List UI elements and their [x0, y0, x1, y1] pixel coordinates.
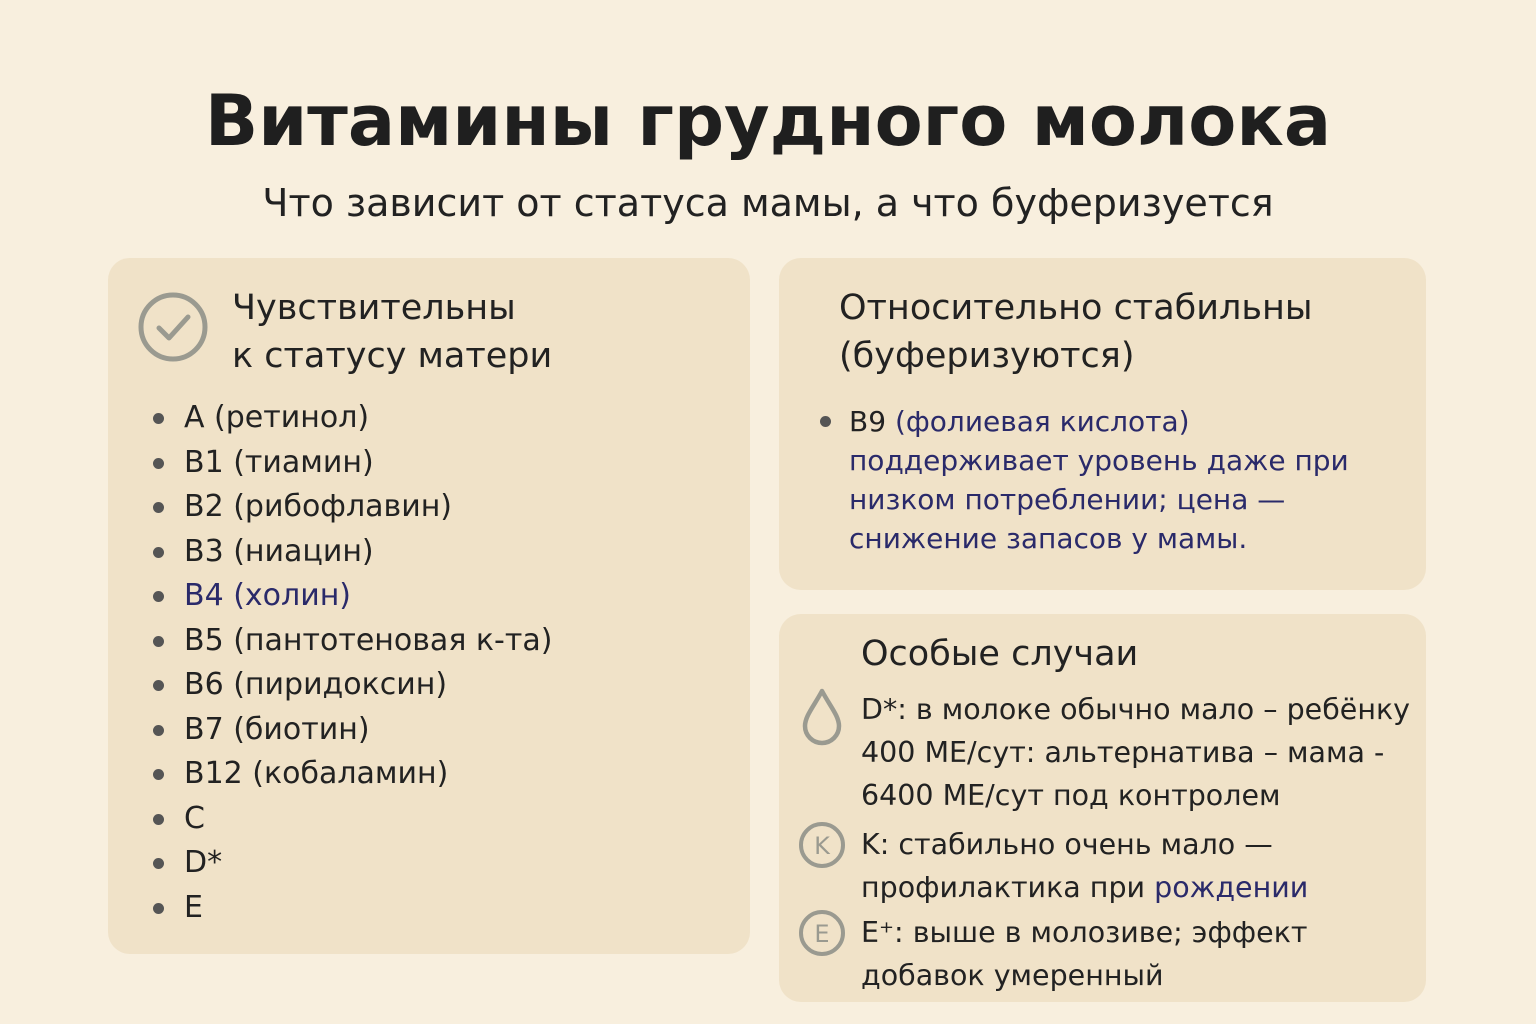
- stable-item-prefix: B9: [849, 405, 887, 438]
- vitamin-list-item: B4 (холин): [150, 574, 552, 619]
- stable-vitamins-card: [779, 258, 1426, 590]
- special-heading: Особые случаи: [861, 634, 1139, 674]
- vitamin-list-item: B7 (биотин): [150, 708, 552, 753]
- k-icon-letter: K: [814, 832, 830, 860]
- letter-e-circle-icon: [797, 908, 847, 958]
- vitamin-list-item: C: [150, 797, 552, 842]
- special-k-text: [861, 823, 1417, 909]
- sensitive-vitamin-list: [150, 396, 552, 930]
- vitamin-list-item: B12 (кобаламин): [150, 752, 552, 797]
- sensitive-heading: [232, 284, 552, 380]
- e-icon-letter: E: [814, 920, 830, 948]
- special-e-text: E⁺: выше в молозиве; эффект добавок умеренный: [861, 916, 1308, 992]
- stable-heading-line2: (буферизуются): [839, 336, 1135, 376]
- letter-k-circle-icon: [797, 820, 847, 870]
- vitamin-list-item: D*: [150, 841, 552, 886]
- special-d-text: D*: в молоке обычно мало – ребёнку 400 МЕ/сут: альтернатива – мама - 6400 МЕ/сут под контролем: [861, 693, 1411, 812]
- stable-heading-line1: Относительно стабильны: [839, 288, 1313, 328]
- page-subtitle: Что зависит от статуса мамы, а что буферизуется: [262, 181, 1274, 225]
- special-k-main: K: стабильно очень мало — профилактика при: [861, 828, 1273, 904]
- vitamin-list-item: B6 (пиридоксин): [150, 663, 552, 708]
- page-title: Витамины грудного молока: [204, 80, 1332, 162]
- check-circle-icon: [138, 292, 208, 362]
- special-k-accent: рождении: [1154, 871, 1309, 904]
- vitamin-list-item: B3 (ниацин): [150, 530, 552, 575]
- stable-vitamin-item: [819, 402, 1389, 558]
- stable-heading: [839, 284, 1313, 380]
- sensitive-vitamins-card: [108, 258, 750, 954]
- vitamin-list-item: A (ретинол): [150, 396, 552, 441]
- vitamin-list-item: B2 (рибофлавин): [150, 485, 552, 530]
- special-cases-card: [779, 614, 1426, 1002]
- drop-icon: [797, 686, 847, 746]
- vitamin-list-item: E: [150, 886, 552, 931]
- vitamin-list-item: B5 (пантотеновая к-та): [150, 619, 552, 664]
- sensitive-heading-line1: Чувствительны: [232, 288, 516, 328]
- vitamin-list-item: B1 (тиамин): [150, 441, 552, 486]
- stable-item-text: (фолиевая кислота) поддерживает уровень даже при низком потреблении; цена — снижение запасов у мамы.: [849, 405, 1349, 555]
- sensitive-heading-line2: к статусу матери: [232, 336, 553, 376]
